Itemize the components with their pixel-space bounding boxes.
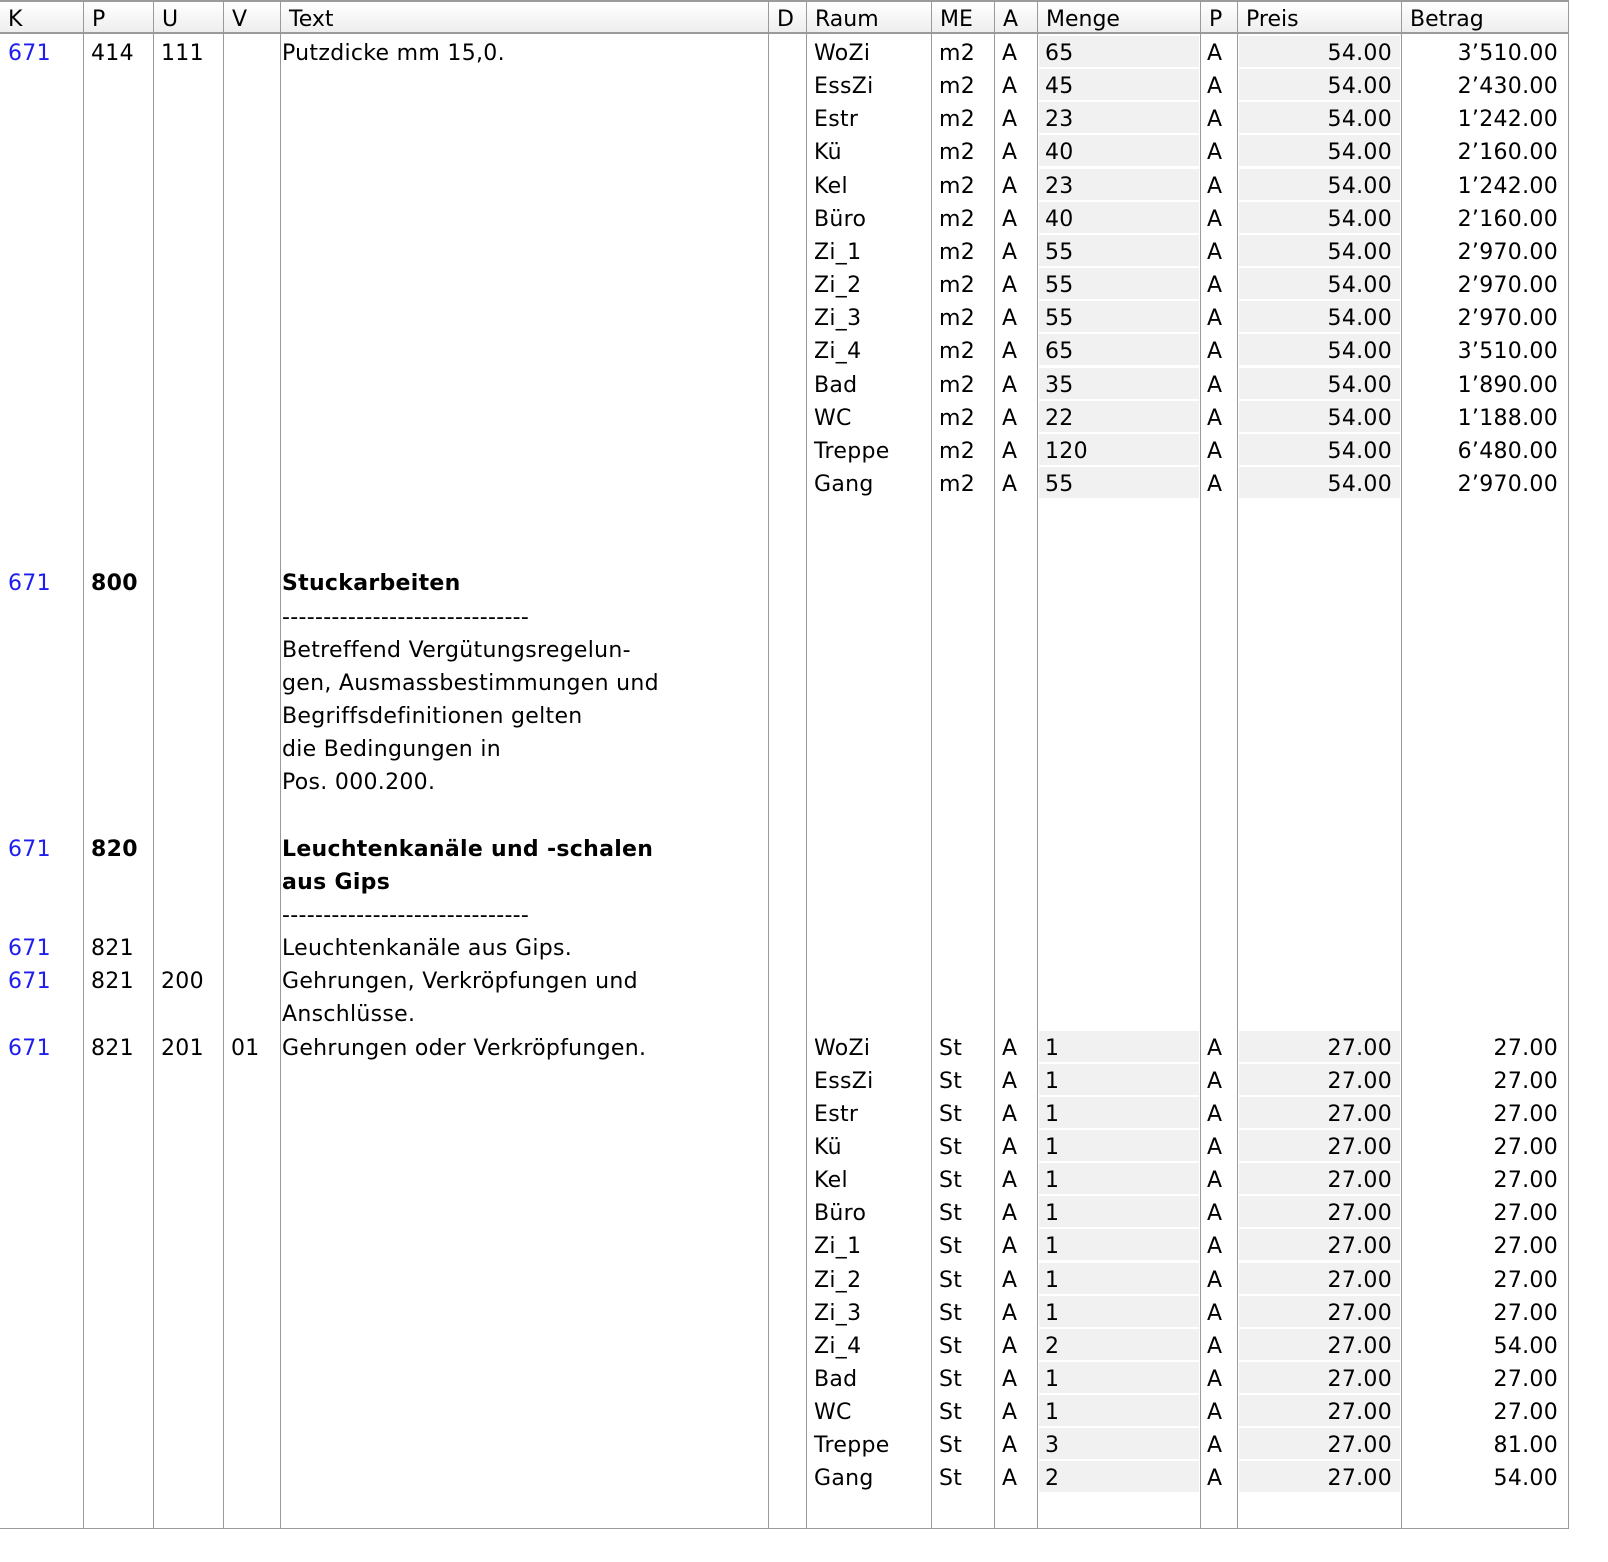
table-row[interactable] — [0, 434, 1568, 467]
cell-pp: A — [1207, 1300, 1223, 1326]
cell-raum: Kü — [814, 1134, 842, 1160]
cell-menge[interactable]: 65 — [1039, 334, 1199, 365]
cell-a: A — [1002, 1035, 1018, 1061]
table-row[interactable] — [0, 467, 1568, 500]
cell-a: A — [1002, 372, 1018, 398]
cell-preis[interactable]: 27.00 — [1239, 1428, 1400, 1459]
cell-menge[interactable]: 1 — [1039, 1064, 1199, 1095]
cell-me: m2 — [939, 74, 976, 100]
cell-betrag: 27.00 — [1493, 1035, 1558, 1061]
col-header-d[interactable]: D — [777, 7, 794, 32]
cell-preis[interactable]: 54.00 — [1239, 334, 1400, 365]
table-row[interactable] — [0, 301, 1568, 334]
cell-raum: Zi_3 — [814, 306, 862, 332]
cell-betrag: 27.00 — [1493, 1400, 1558, 1426]
cell-preis[interactable]: 54.00 — [1239, 467, 1400, 498]
cell-raum: Gang — [814, 1466, 874, 1492]
table-row[interactable] — [0, 1031, 1568, 1064]
col-header-preis[interactable]: Preis — [1246, 7, 1299, 32]
cell-me: m2 — [939, 438, 976, 464]
cell-menge[interactable]: 1 — [1039, 1097, 1199, 1128]
cell-pp: A — [1207, 1201, 1223, 1227]
cell-betrag: 6’480.00 — [1457, 438, 1558, 464]
cell-text: Putzdicke mm 15,0. — [282, 41, 505, 66]
cell-pp: A — [1207, 306, 1223, 332]
cell-a: A — [1002, 1433, 1018, 1459]
cell-a: A — [1002, 239, 1018, 265]
table-row[interactable] — [0, 931, 1568, 964]
cell-k: 671 — [8, 1035, 51, 1061]
cell-preis[interactable]: 54.00 — [1239, 202, 1400, 233]
cell-pp: A — [1207, 1267, 1223, 1293]
cell-me: m2 — [939, 173, 976, 199]
cell-pp: A — [1207, 405, 1223, 431]
cell-raum: Zi_2 — [814, 1267, 862, 1293]
table-row[interactable] — [0, 135, 1568, 168]
cell-a: A — [1002, 1400, 1018, 1426]
cell-a: A — [1002, 74, 1018, 100]
cell-me: St — [939, 1201, 963, 1227]
cell-preis[interactable]: 27.00 — [1239, 1031, 1400, 1062]
table-row[interactable] — [0, 1130, 1568, 1163]
cell-pp: A — [1207, 1234, 1223, 1260]
cell-me: m2 — [939, 405, 976, 431]
table-row[interactable] — [0, 1362, 1568, 1395]
cell-raum: Zi_3 — [814, 1300, 862, 1326]
cell-pp: A — [1207, 372, 1223, 398]
cell-menge[interactable]: 1 — [1039, 1362, 1199, 1393]
cell-menge[interactable]: 1 — [1039, 1130, 1199, 1161]
table-row[interactable] — [0, 666, 1568, 699]
cell-pp: A — [1207, 107, 1223, 133]
table-row[interactable] — [0, 732, 1568, 765]
cell-pp: A — [1207, 438, 1223, 464]
cell-betrag: 27.00 — [1493, 1234, 1558, 1260]
table-row[interactable] — [0, 633, 1568, 666]
cell-raum: Zi_2 — [814, 273, 862, 299]
cell-me: St — [939, 1333, 963, 1359]
cell-me: m2 — [939, 140, 976, 166]
cell-me: St — [939, 1466, 963, 1492]
cell-me: St — [939, 1267, 963, 1293]
cell-text: Leuchtenkanäle aus Gips. — [282, 936, 573, 962]
cell-preis[interactable]: 54.00 — [1239, 235, 1400, 266]
cell-pp: A — [1207, 74, 1223, 100]
cell-betrag: 2’160.00 — [1457, 140, 1558, 166]
cell-raum: Gang — [814, 471, 874, 497]
table-row[interactable] — [0, 1461, 1568, 1494]
cell-k: 671 — [8, 969, 51, 995]
cell-pp: A — [1207, 1433, 1223, 1459]
cell-text: Gehrungen oder Verkröpfungen. — [282, 1035, 647, 1061]
cell-betrag: 2’970.00 — [1457, 471, 1558, 497]
cell-raum: Treppe — [814, 1433, 890, 1459]
cell-pp: A — [1207, 206, 1223, 232]
cell-a: A — [1002, 173, 1018, 199]
cell-pp: A — [1207, 471, 1223, 497]
cell-preis[interactable]: 54.00 — [1239, 268, 1400, 299]
table-row[interactable] — [0, 1163, 1568, 1196]
cell-a: A — [1002, 1068, 1018, 1094]
cell-preis[interactable]: 54.00 — [1239, 36, 1400, 67]
cell-text: Gehrungen, Verkröpfungen und — [282, 969, 638, 995]
cell-me: m2 — [939, 273, 976, 299]
cell-a: A — [1002, 306, 1018, 332]
cell-preis[interactable]: 27.00 — [1239, 1263, 1400, 1294]
cell-me: St — [939, 1234, 963, 1260]
cell-pp: A — [1207, 239, 1223, 265]
cell-betrag: 3’510.00 — [1457, 339, 1558, 365]
cell-raum: EssZi — [814, 1068, 874, 1094]
table-row[interactable] — [0, 964, 1568, 997]
cell-preis[interactable]: 54.00 — [1239, 401, 1400, 432]
cell-text: Leuchtenkanäle und -schalen — [282, 836, 654, 862]
cell-me: m2 — [939, 372, 976, 398]
cell-pp: A — [1207, 1367, 1223, 1392]
cell-menge[interactable]: 55 — [1039, 268, 1199, 299]
cell-betrag: 1’242.00 — [1457, 173, 1558, 199]
cell-preis[interactable]: 27.00 — [1239, 1329, 1400, 1360]
cell-preis[interactable]: 27.00 — [1239, 1461, 1400, 1492]
table-row[interactable] — [0, 235, 1568, 268]
cell-menge[interactable]: 55 — [1039, 467, 1199, 498]
cell-raum: EssZi — [814, 74, 874, 100]
cell-menge[interactable]: 65 — [1039, 36, 1199, 67]
cell-preis[interactable]: 27.00 — [1239, 1097, 1400, 1128]
cell-me: St — [939, 1400, 963, 1426]
cell-menge[interactable]: 1 — [1039, 1395, 1199, 1426]
table-row[interactable] — [0, 1395, 1568, 1428]
cell-betrag: 27.00 — [1493, 1068, 1558, 1094]
cell-a: A — [1002, 107, 1018, 133]
cell-menge[interactable]: 1 — [1039, 1163, 1199, 1194]
cell-betrag: 2’430.00 — [1457, 74, 1558, 100]
cell-me: m2 — [939, 339, 976, 365]
cell-text: Stuckarbeiten — [282, 571, 461, 597]
col-header-text[interactable]: Text — [289, 7, 334, 32]
cell-me: St — [939, 1134, 963, 1160]
table-row[interactable] — [0, 401, 1568, 434]
table-row[interactable] — [0, 268, 1568, 301]
cell-me: m2 — [939, 239, 976, 265]
cell-preis[interactable]: 54.00 — [1239, 169, 1400, 200]
cell-menge[interactable]: 1 — [1039, 1229, 1199, 1260]
cell-raum: Estr — [814, 1101, 859, 1127]
cell-menge[interactable]: 1 — [1039, 1196, 1199, 1227]
table-row[interactable] — [0, 898, 1568, 931]
cell-a: A — [1002, 438, 1018, 464]
cell-pp: A — [1207, 1168, 1223, 1194]
cell-text: ------------------------------ — [282, 604, 530, 630]
cell-text: gen, Ausmassbestimmungen und — [282, 670, 659, 696]
cell-me: m2 — [939, 206, 976, 232]
cell-me: m2 — [939, 107, 976, 133]
cell-betrag: 27.00 — [1493, 1300, 1558, 1326]
cell-betrag: 54.00 — [1493, 1333, 1558, 1359]
col-header-v[interactable]: V — [232, 7, 248, 32]
cell-raum: WC — [814, 405, 852, 431]
cell-text: Pos. 000.200. — [282, 770, 436, 796]
cell-a: A — [1002, 471, 1018, 497]
col-header-menge[interactable]: Menge — [1046, 7, 1120, 32]
cell-betrag: 2’970.00 — [1457, 273, 1558, 299]
col-header-p2[interactable]: P — [1209, 7, 1223, 32]
table-row[interactable] — [0, 765, 1568, 798]
cell-k: 671 — [8, 836, 51, 862]
cell-raum: Zi_4 — [814, 339, 862, 365]
cell-preis[interactable]: 27.00 — [1239, 1064, 1400, 1095]
cell-text: ------------------------------ — [282, 902, 530, 928]
cell-u: 111 — [161, 41, 204, 66]
cell-pp: A — [1207, 173, 1223, 199]
table-row[interactable] — [0, 533, 1568, 566]
cell-betrag: 2’160.00 — [1457, 206, 1558, 232]
cell-menge[interactable]: 40 — [1039, 202, 1199, 233]
cell-p: 414 — [91, 41, 134, 66]
cell-me: St — [939, 1367, 963, 1392]
cell-me: m2 — [939, 306, 976, 332]
cell-a: A — [1002, 1101, 1018, 1127]
cell-k: 671 — [8, 571, 51, 597]
cell-raum: Bad — [814, 372, 858, 398]
cell-menge[interactable]: 40 — [1039, 135, 1199, 166]
cell-preis[interactable]: 27.00 — [1239, 1196, 1400, 1227]
cell-a: A — [1002, 1466, 1018, 1492]
cell-text: Anschlüsse. — [282, 1002, 416, 1028]
table-row[interactable] — [0, 102, 1568, 135]
cell-betrag: 27.00 — [1493, 1101, 1558, 1127]
cell-betrag: 27.00 — [1493, 1168, 1558, 1194]
cell-a: A — [1002, 140, 1018, 166]
cell-a: A — [1002, 1333, 1018, 1359]
cell-preis[interactable]: 54.00 — [1239, 135, 1400, 166]
cell-u: 201 — [161, 1035, 204, 1061]
cell-menge[interactable]: 1 — [1039, 1296, 1199, 1327]
col-header-raum[interactable]: Raum — [815, 7, 879, 32]
cell-text: Begriffsdefinitionen gelten — [282, 704, 583, 729]
cell-raum: Kel — [814, 1168, 848, 1194]
cell-pp: A — [1207, 1466, 1223, 1492]
cell-betrag: 27.00 — [1493, 1267, 1558, 1293]
table-row[interactable] — [0, 334, 1568, 367]
cell-a: A — [1002, 41, 1018, 66]
table-row[interactable] — [0, 1329, 1568, 1362]
cell-menge[interactable]: 55 — [1039, 235, 1199, 266]
cell-betrag: 81.00 — [1493, 1433, 1558, 1459]
table-row[interactable] — [0, 1097, 1568, 1130]
cell-raum: Büro — [814, 1201, 867, 1227]
cell-preis[interactable]: 27.00 — [1239, 1229, 1400, 1260]
cell-pp: A — [1207, 273, 1223, 299]
cell-preis[interactable]: 27.00 — [1239, 1163, 1400, 1194]
cell-raum: Büro — [814, 206, 867, 232]
table-row[interactable] — [0, 368, 1568, 401]
cell-a: A — [1002, 206, 1018, 232]
cell-k: 671 — [8, 41, 51, 66]
cell-raum: Zi_4 — [814, 1333, 862, 1359]
cell-betrag: 2’970.00 — [1457, 239, 1558, 265]
cell-a: A — [1002, 1234, 1018, 1260]
col-header-p[interactable]: P — [92, 7, 106, 32]
cell-raum: Kü — [814, 140, 842, 166]
table-header — [0, 0, 1568, 34]
table-row[interactable] — [0, 600, 1568, 633]
cell-text: Betreffend Vergütungsregelun- — [282, 637, 631, 663]
cell-raum: Bad — [814, 1367, 858, 1392]
table-row[interactable] — [0, 832, 1568, 865]
table-row[interactable] — [0, 169, 1568, 202]
cell-preis[interactable]: 27.00 — [1239, 1296, 1400, 1327]
cell-me: St — [939, 1068, 963, 1094]
table-row[interactable] — [0, 69, 1568, 102]
cell-p: 821 — [91, 1035, 134, 1061]
table-row[interactable] — [0, 699, 1568, 732]
cell-raum: Estr — [814, 107, 859, 133]
cell-a: A — [1002, 339, 1018, 365]
cell-menge[interactable]: 1 — [1039, 1263, 1199, 1294]
table-row[interactable] — [0, 865, 1568, 898]
table-row[interactable] — [0, 202, 1568, 235]
table-row[interactable] — [0, 1064, 1568, 1097]
cell-p: 821 — [91, 969, 134, 995]
cell-betrag: 27.00 — [1493, 1367, 1558, 1392]
cell-raum: Treppe — [814, 438, 890, 464]
cell-preis[interactable]: 27.00 — [1239, 1130, 1400, 1161]
cell-menge[interactable]: 45 — [1039, 69, 1199, 100]
cell-a: A — [1002, 1168, 1018, 1194]
cell-raum: WoZi — [814, 41, 871, 66]
cell-menge[interactable]: 120 — [1039, 434, 1199, 465]
cell-menge[interactable]: 3 — [1039, 1428, 1199, 1459]
cell-preis[interactable]: 27.00 — [1239, 1395, 1400, 1426]
cell-menge[interactable]: 55 — [1039, 301, 1199, 332]
cell-a: A — [1002, 1201, 1018, 1227]
table-row[interactable] — [0, 1428, 1568, 1461]
cell-pp: A — [1207, 1068, 1223, 1094]
cell-pp: A — [1207, 1333, 1223, 1359]
cell-p: 820 — [91, 836, 138, 862]
cell-me: m2 — [939, 471, 976, 497]
cell-menge[interactable]: 23 — [1039, 169, 1199, 200]
table-row[interactable] — [0, 36, 1568, 69]
table-row[interactable] — [0, 997, 1568, 1030]
cell-a: A — [1002, 1267, 1018, 1293]
cell-raum: Zi_1 — [814, 1234, 862, 1260]
table-row[interactable] — [0, 1296, 1568, 1329]
cell-raum: Zi_1 — [814, 239, 862, 265]
cell-a: A — [1002, 273, 1018, 299]
cell-k: 671 — [8, 936, 51, 962]
cell-menge[interactable]: 22 — [1039, 401, 1199, 432]
cell-a: A — [1002, 1367, 1018, 1392]
cell-text: die Bedingungen in — [282, 737, 501, 763]
cell-a: A — [1002, 1134, 1018, 1160]
cell-menge[interactable]: 35 — [1039, 368, 1199, 399]
cell-menge[interactable]: 23 — [1039, 102, 1199, 133]
cell-pp: A — [1207, 1101, 1223, 1127]
col-header-me[interactable]: ME — [940, 7, 973, 32]
cell-betrag: 27.00 — [1493, 1201, 1558, 1227]
cell-betrag: 3’510.00 — [1457, 41, 1558, 66]
col-header-a[interactable]: A — [1003, 7, 1019, 32]
cell-preis[interactable]: 54.00 — [1239, 368, 1400, 399]
cell-menge[interactable]: 1 — [1039, 1031, 1199, 1062]
table-row[interactable] — [0, 500, 1568, 533]
cell-preis[interactable]: 54.00 — [1239, 434, 1400, 465]
cell-betrag: 2’970.00 — [1457, 306, 1558, 332]
cell-v — [231, 36, 280, 67]
cell-preis[interactable]: 27.00 — [1239, 1362, 1400, 1393]
cell-me: m2 — [939, 41, 976, 66]
cell-p: 800 — [91, 571, 138, 597]
cell-pp: A — [1207, 140, 1223, 166]
cell-pp: A — [1207, 339, 1223, 365]
cell-text: aus Gips — [282, 869, 391, 895]
cell-v: 01 — [231, 1035, 260, 1061]
cell-me: St — [939, 1101, 963, 1127]
cell-betrag: 1’890.00 — [1457, 372, 1558, 398]
cell-me: St — [939, 1300, 963, 1326]
table-row[interactable] — [0, 1196, 1568, 1229]
cell-me: St — [939, 1433, 963, 1459]
cell-raum: Kel — [814, 173, 848, 199]
table-row[interactable] — [0, 1229, 1568, 1262]
cell-preis[interactable]: 54.00 — [1239, 102, 1400, 133]
cell-pp: A — [1207, 1035, 1223, 1061]
cell-betrag: 54.00 — [1493, 1466, 1558, 1492]
col-header-betrag[interactable]: Betrag — [1410, 7, 1484, 32]
cell-me: St — [939, 1168, 963, 1194]
cell-betrag: 1’242.00 — [1457, 107, 1558, 133]
table-row[interactable] — [0, 1263, 1568, 1296]
cell-menge[interactable]: 2 — [1039, 1461, 1199, 1492]
cell-pp: A — [1207, 41, 1223, 66]
table-row[interactable] — [0, 798, 1568, 831]
cell-me: St — [939, 1035, 963, 1061]
cell-betrag: 1’188.00 — [1457, 405, 1558, 431]
col-header-u[interactable]: U — [162, 7, 179, 32]
cell-p: 821 — [91, 936, 134, 962]
cell-preis[interactable]: 54.00 — [1239, 69, 1400, 100]
cell-preis[interactable]: 54.00 — [1239, 301, 1400, 332]
cell-menge[interactable]: 2 — [1039, 1329, 1199, 1360]
cell-a: A — [1002, 405, 1018, 431]
cell-betrag: 27.00 — [1493, 1134, 1558, 1160]
cell-raum: WC — [814, 1400, 852, 1426]
cell-pp: A — [1207, 1400, 1223, 1426]
cell-pp: A — [1207, 1134, 1223, 1160]
table-row[interactable] — [0, 566, 1568, 599]
cell-raum: WoZi — [814, 1035, 871, 1061]
cell-a: A — [1002, 1300, 1018, 1326]
col-header-k[interactable]: K — [8, 7, 23, 32]
cell-u: 200 — [161, 969, 204, 995]
